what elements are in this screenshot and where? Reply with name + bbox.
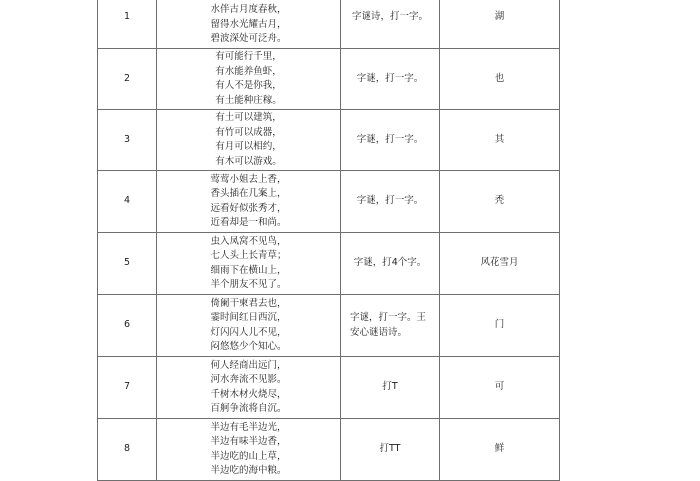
table-row	[98, 357, 560, 419]
row-number: 4	[98, 171, 157, 233]
riddle-poem	[157, 357, 341, 419]
riddle-hint: 打TT	[341, 419, 440, 481]
riddle-hint: 字谜，打一字。王安心谜语诗。	[341, 295, 440, 357]
row-number: 6	[98, 295, 157, 357]
poem-line: 有可能行千里，	[215, 51, 282, 62]
poem-line: 半边吃的山上草，	[210, 450, 287, 462]
riddle-answer: 可	[440, 357, 560, 419]
poem-line: 半边有味半边香，	[210, 436, 287, 447]
poem-line: 碧波深处可泛舟。	[210, 33, 287, 44]
riddle-hint: 字谜，打一字。	[341, 171, 440, 233]
poem-line: 细雨下在横山上，	[210, 264, 287, 276]
table-row	[98, 0, 560, 49]
poem-line: 莺莺小姐去上香，	[210, 173, 287, 185]
riddle-hint: 打T	[341, 357, 440, 419]
poem-line: 有月可以相约，	[215, 141, 282, 152]
poem-line: 香头插在几案上，	[210, 188, 287, 199]
riddle-answer: 风花雪月	[440, 233, 560, 295]
poem-line: 近看却是一和尚。	[210, 217, 287, 228]
poem-line: 虫入凤窝不见鸟，	[210, 235, 287, 247]
poem-line: 百舸争流将自沉。	[210, 403, 287, 414]
poem-line: 倚阑干柬君去也，	[210, 297, 287, 309]
poem-line: 何人经商出远门，	[210, 359, 287, 371]
poem-line: 有水能养鱼虾，	[215, 65, 282, 77]
poem-line: 千树木材火烧尽，	[210, 388, 287, 400]
row-number: 2	[98, 49, 157, 110]
table-row	[98, 233, 560, 295]
riddle-answer: 湖	[440, 0, 560, 49]
poem-line: 半边吃的海中粮。	[210, 465, 287, 476]
riddle-poem	[157, 0, 341, 49]
poem-line: 七人头上长青草；	[210, 250, 287, 261]
table-row	[98, 49, 560, 110]
riddle-poem	[157, 233, 341, 295]
riddle-hint: 字谜，打一字。	[341, 49, 440, 110]
poem-line: 有人不是你我，	[215, 80, 282, 91]
riddle-hint: 字谜诗，打一字。	[341, 0, 440, 49]
riddle-hint: 字谜，打4个字。	[341, 233, 440, 295]
riddle-answer: 秃	[440, 171, 560, 233]
riddle-poem	[157, 419, 341, 481]
poem-line: 半个朋友不见了。	[210, 279, 287, 290]
table-row	[98, 110, 560, 171]
row-number: 3	[98, 110, 157, 171]
riddle-hint: 字谜，打一字。	[341, 110, 440, 171]
poem-line: 河水奔流不见影。	[210, 374, 287, 385]
poem-line: 留得水光耀古月，	[210, 18, 287, 30]
poem-line: 有土能种庄稼。	[215, 94, 282, 106]
poem-line: 有竹可以成器，	[215, 126, 282, 138]
riddle-poem	[157, 49, 341, 110]
riddle-poem	[157, 171, 341, 233]
riddle-poem	[157, 110, 341, 171]
row-number: 1	[98, 0, 157, 49]
riddle-poem	[157, 295, 341, 357]
riddle-answer: 门	[440, 295, 560, 357]
row-number: 5	[98, 233, 157, 295]
row-number: 8	[98, 419, 157, 481]
table-row	[98, 295, 560, 357]
riddle-answer: 也	[440, 49, 560, 110]
riddle-table	[97, 0, 560, 481]
riddle-answer: 其	[440, 110, 560, 171]
row-number: 7	[98, 357, 157, 419]
poem-line: 水伴古月度春秋，	[210, 4, 287, 15]
table-row	[98, 419, 560, 481]
poem-line: 半边有毛半边光，	[210, 421, 287, 433]
poem-line: 灯闪闪人儿不见，	[210, 326, 287, 338]
table-row	[98, 171, 560, 233]
poem-line: 有土可以建筑，	[215, 112, 282, 123]
poem-line: 闷悠悠少个知心。	[210, 341, 287, 352]
poem-line: 远看好似张秀才，	[210, 202, 287, 214]
riddle-answer: 鲜	[440, 419, 560, 481]
poem-line: 有木可以游戏。	[215, 155, 282, 167]
poem-line: 霎时间红日西沉，	[210, 312, 287, 323]
